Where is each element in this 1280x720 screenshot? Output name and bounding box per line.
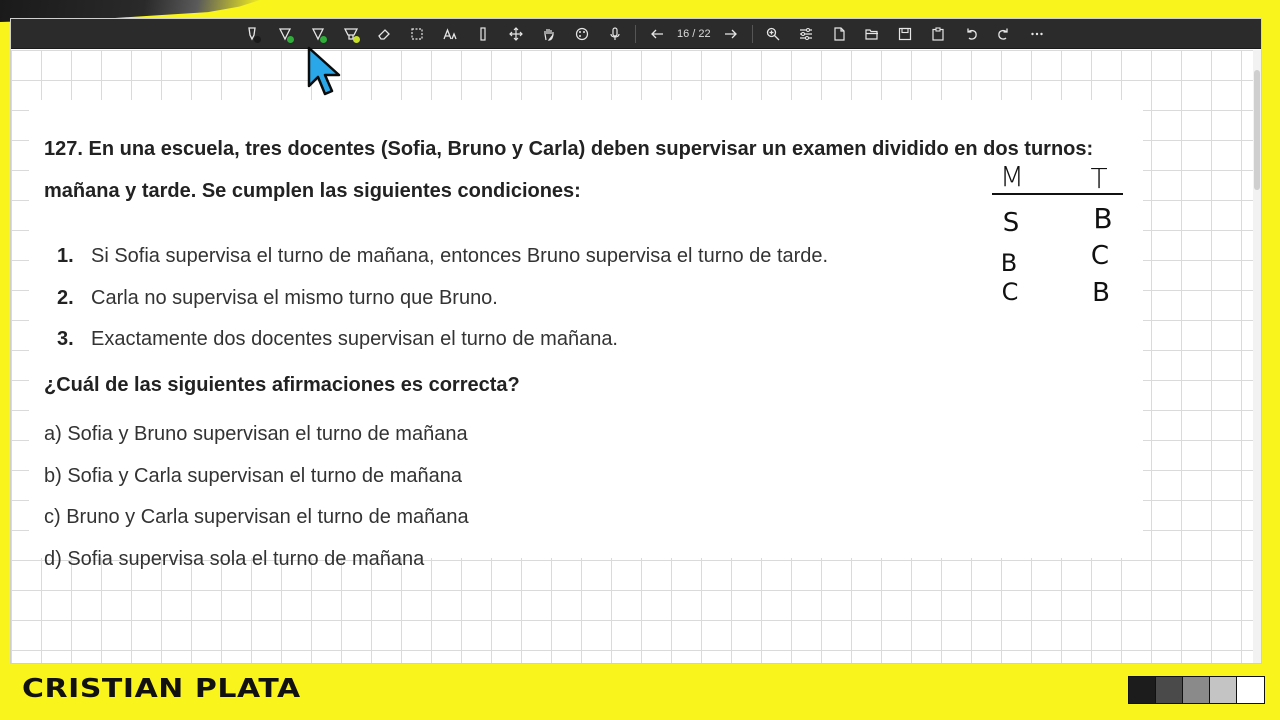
condition-text: Exactamente dos docentes supervisan el turno de mañana. — [91, 328, 618, 351]
toolbar-separator — [635, 25, 636, 43]
pen-color-dot — [287, 36, 294, 43]
settings-sliders-icon[interactable] — [790, 19, 823, 49]
answer-option-b: b) Sofia y Carla supervisan el turno de mañana — [44, 464, 463, 487]
condition-number: 1. — [57, 245, 74, 268]
swatch — [1156, 677, 1183, 703]
pen-green-2-icon[interactable] — [301, 19, 334, 49]
handwritten-table — [975, 155, 1125, 310]
palette-icon[interactable] — [565, 19, 598, 49]
move-icon[interactable] — [499, 19, 532, 49]
microphone-icon[interactable] — [598, 19, 631, 49]
answer-option-c: c) Bruno y Carla supervisan el turno de mañana — [44, 506, 469, 528]
grid-canvas[interactable] — [11, 50, 1261, 664]
handwritten-cell: B — [1000, 249, 1018, 277]
answer-options — [44, 414, 469, 580]
condition-item — [57, 278, 828, 320]
new-page-icon[interactable] — [823, 19, 856, 49]
page-indicator: 16 / 22 — [677, 28, 711, 40]
selection-icon[interactable] — [400, 19, 433, 49]
pen-green-icon[interactable] — [268, 19, 301, 49]
handwritten-cell: B — [1093, 202, 1113, 235]
pen-black-icon[interactable] — [235, 19, 268, 49]
more-icon[interactable] — [1021, 19, 1054, 49]
next-page-button[interactable] — [715, 19, 748, 49]
condition-number: 3. — [57, 328, 74, 351]
vertical-scrollbar[interactable] — [1253, 50, 1261, 664]
problem-statement: 127. En una escuela, tres docentes (Sofia, Bruno y Carla) deben supervisar un examen dividido en dos turnos: mañana y tarde. Se cumplen las siguientes condiciones: — [44, 138, 1094, 202]
pen-color-dot — [254, 36, 261, 43]
clipboard-icon[interactable] — [922, 19, 955, 49]
condition-text: Carla no supervisa el mismo turno que Bruno. — [91, 286, 498, 309]
open-folder-icon[interactable] — [856, 19, 889, 49]
answer-option-d: d) Sofia supervisa sola el turno de mañana — [44, 547, 425, 570]
save-icon[interactable] — [889, 19, 922, 49]
channel-name: CRISTIAN PLATA — [22, 674, 301, 704]
handwritten-cell: C — [1001, 278, 1019, 306]
text-icon[interactable] — [433, 19, 466, 49]
condition-number: 2. — [57, 286, 74, 309]
eraser-icon[interactable] — [367, 19, 400, 49]
undo-icon[interactable] — [955, 19, 988, 49]
ruler-icon[interactable] — [466, 19, 499, 49]
handwritten-cell: B — [1092, 278, 1110, 308]
answer-option-a: a) Sofia y Bruno supervisan el turno de mañana — [44, 423, 468, 445]
mouse-cursor-icon — [306, 46, 346, 100]
hand-icon[interactable] — [532, 19, 565, 49]
condition-text: Si Sofia supervisa el turno de mañana, entonces Bruno supervisa el turno de tarde. — [91, 245, 829, 268]
swatch — [1183, 677, 1210, 703]
scrollbar-thumb[interactable] — [1254, 70, 1260, 190]
prev-page-button[interactable] — [640, 19, 673, 49]
conditions-list — [57, 236, 828, 361]
handwritten-header-t: T — [1090, 162, 1108, 195]
pen-color-dot — [353, 36, 360, 43]
zoom-icon[interactable] — [757, 19, 790, 49]
redo-icon[interactable] — [988, 19, 1021, 49]
toolbar — [11, 19, 1261, 49]
swatch — [1129, 677, 1156, 703]
drawing-app-window — [10, 18, 1262, 664]
highlighter-icon[interactable] — [334, 19, 367, 49]
condition-item — [57, 319, 828, 361]
handwritten-cell: S — [1002, 208, 1020, 238]
pen-color-dot — [320, 36, 327, 43]
question-prompt: ¿Cuál de las siguientes afirmaciones es correcta? — [44, 374, 520, 396]
handwritten-cell: C — [1090, 241, 1110, 271]
toolbar-separator — [752, 25, 753, 43]
condition-item — [57, 236, 828, 278]
handwritten-header-m: M — [999, 160, 1025, 193]
swatch — [1237, 677, 1264, 703]
color-swatches — [1128, 676, 1265, 704]
swatch — [1210, 677, 1237, 703]
